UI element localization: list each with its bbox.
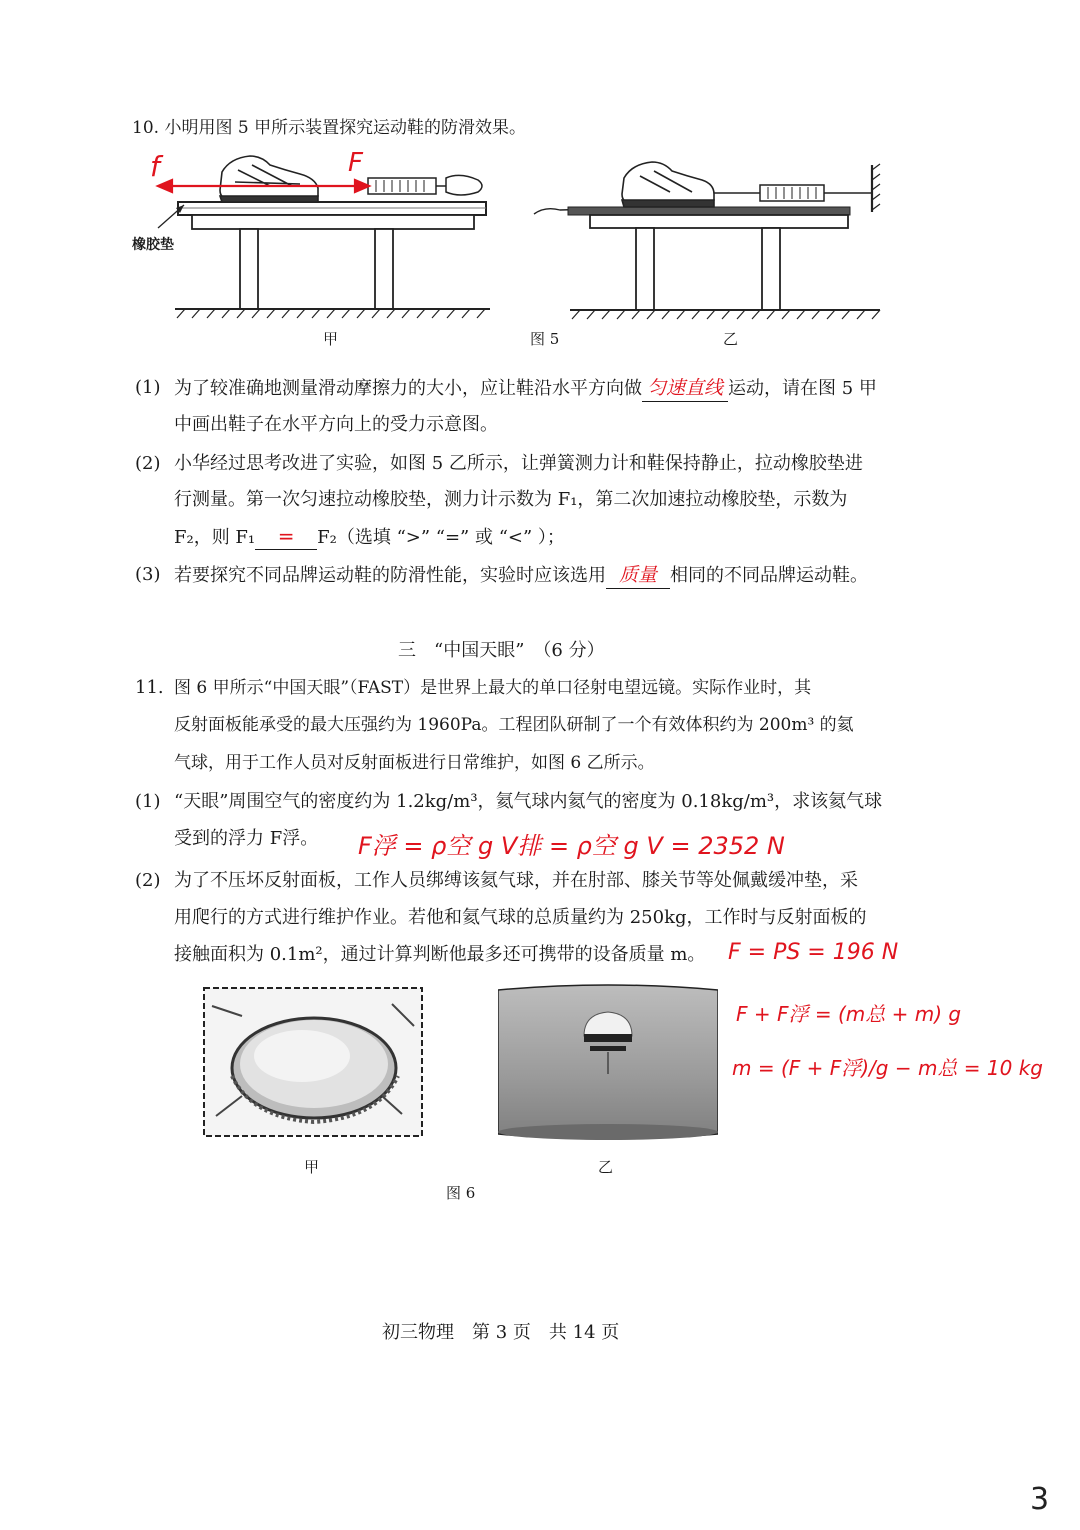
- q11-p2-num: (2): [135, 870, 161, 891]
- fig6-caption-right: 乙: [598, 1158, 614, 1176]
- q11-p2-answer-1: F = PS = 196 N: [728, 940, 899, 965]
- q11-p2-answer-3: m = (F + F浮)/g − m总 = 10 kg: [732, 1056, 1043, 1080]
- page-number-mark: 3: [1030, 1482, 1050, 1517]
- fig5-caption-left: 甲: [323, 330, 339, 348]
- force-f-label: f: [150, 150, 160, 183]
- page-footer: 初三物理 第 3 页 共 14 页: [382, 1322, 620, 1343]
- q11-p1-line1: “天眼”周围空气的密度约为 1.2kg/m³，氦气球内氦气的密度为 0.18kg/m³，求该氦气球: [174, 791, 883, 812]
- q11-p1-answer: F浮 = ρ空 g V排 = ρ空 g V = 2352 N: [358, 832, 785, 860]
- fig6-caption-left: 甲: [304, 1158, 320, 1176]
- q10-p1-line1: 为了较准确地测量滑动摩擦力的大小，应让鞋沿水平方向做 匀速直线 运动，请在图 5 甲: [174, 375, 877, 402]
- q11-line1: 图 6 甲所示“中国天眼”（FAST）是世界上最大的单口径射电望远镜。实际作业时，其: [174, 678, 812, 698]
- q10-p1-answer: 匀速直线: [642, 375, 728, 402]
- q11-p1-line2: 受到的浮力 F浮。: [174, 828, 319, 849]
- q11-num: 11.: [135, 677, 164, 698]
- q10-p2-line2: 行测量。第一次匀速拉动橡胶垫，测力计示数为 F₁，第二次加速拉动橡胶垫，示数为: [174, 489, 848, 510]
- q10-p1-line2: 中画出鞋子在水平方向上的受力示意图。: [174, 414, 498, 435]
- q11-p2-line1: 为了不压坏反射面板，工作人员绑缚该氦气球，并在肘部、膝关节等处佩戴缓冲垫，采: [174, 870, 858, 891]
- fig5-caption-right: 乙: [723, 330, 739, 348]
- force-F-label: F: [348, 148, 363, 178]
- q10-p3-line1: 若要探究不同品牌运动鞋的防滑性能，实验时应该选用 质量 相同的不同品牌运动鞋。: [174, 562, 868, 589]
- figure-6-right-photo: [498, 984, 718, 1140]
- rubber-pad-right: [568, 207, 850, 215]
- q11-line2: 反射面板能承受的最大压强约为 1960Pa。工程团队研制了一个有效体积约为 200m³ 的氦: [174, 715, 854, 735]
- q10-p1-num: (1): [135, 377, 161, 398]
- shoe-left: [220, 156, 318, 202]
- q10-p2-line1: 小华经过思考改进了实验，如图 5 乙所示，让弹簧测力计和鞋保持静止，拉动橡胶垫进: [174, 453, 863, 474]
- fig5-caption: 图 5: [530, 330, 560, 348]
- fig6-caption: 图 6: [446, 1184, 476, 1202]
- q10-p2-num: (2): [135, 453, 161, 474]
- q11-p2-line3: 接触面积为 0.1m²，通过计算判断他最多还可携带的设备质量 m。: [174, 944, 706, 965]
- figure-6-left-photo: [202, 986, 424, 1138]
- q10-p2-line3: F₂，则 F₁ = F₂（选填 “>” “=” 或 “<” ）；: [174, 524, 565, 548]
- q11-p2-answer-2: F + F浮 = (m总 + m) g: [736, 1002, 962, 1026]
- shoe-right: [622, 162, 714, 207]
- section-3-title: 三 “中国天眼” （6 分）: [398, 640, 605, 661]
- q11-p1-num: (1): [135, 791, 161, 812]
- q10-p3-answer: 质量: [606, 562, 670, 589]
- rubber-pad-label: 橡胶垫: [132, 237, 174, 253]
- q11-p2-line2: 用爬行的方式进行维护作业。若他和氦气球的总质量约为 250kg，工作时与反射面板的: [174, 907, 867, 928]
- q10-p2-answer: =: [255, 523, 317, 550]
- q11-line3: 气球，用于工作人员对反射面板进行日常维护，如图 6 乙所示。: [174, 753, 655, 773]
- q10-p3-num: (3): [135, 564, 161, 585]
- q10-stem: 10. 小明用图 5 甲所示装置探究运动鞋的防滑效果。: [132, 118, 527, 138]
- spring-scale-right: [714, 185, 872, 201]
- figure-5: [0, 140, 1080, 480]
